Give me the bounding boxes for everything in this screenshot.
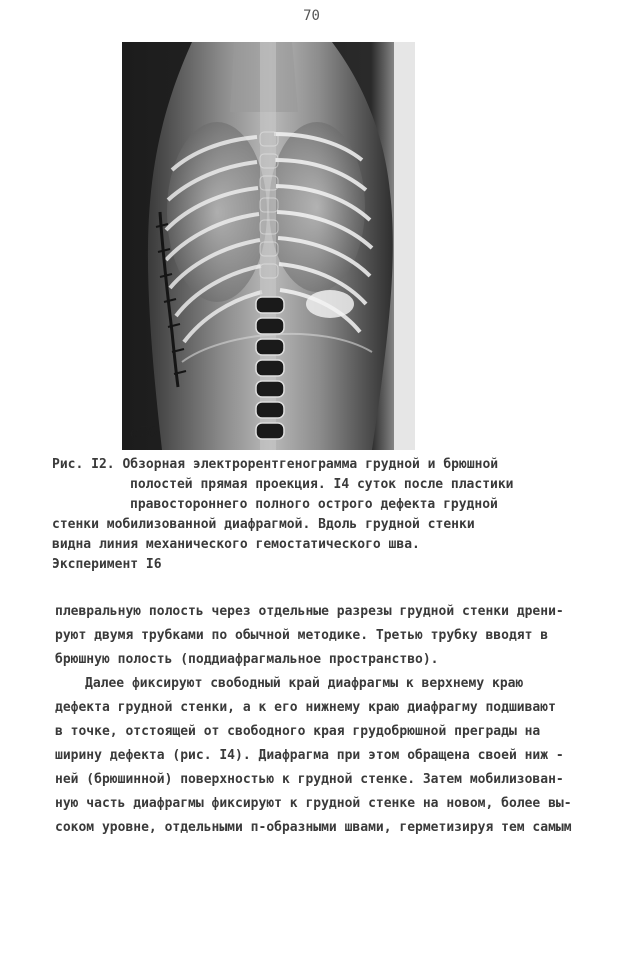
caption-line: правостороннего полного острого дефекта грудной: [130, 497, 498, 512]
text-line: руют двумя трубками по обычной методике. Третью трубку вводят в: [55, 628, 549, 643]
text-line: брюшную полость (поддиафрагмальное пространство).: [55, 652, 439, 667]
film-edge: [394, 42, 415, 450]
text-line: ную часть диафрагмы фиксируют к грудной стенке на новом, более вы-: [55, 796, 572, 811]
text-line: ней (брюшинной) поверхностью к грудной стенке. Затем мобилизован-: [55, 772, 564, 787]
page-number: 70: [303, 8, 320, 24]
body-text: [55, 600, 600, 840]
text-line: в точке, отстоящей от свободного края грудобрюшной преграды на: [55, 724, 541, 739]
caption-line: полостей прямая проекция. I4 суток после пластики: [130, 477, 514, 492]
text-line: ширину дефекта (рис. I4). Диафрагма при этом обращена своей ниж -: [55, 748, 564, 763]
xray-figure: [122, 42, 415, 450]
text-line: плевральную полость через отдельные разрезы грудной стенки дрени-: [55, 604, 564, 619]
figure-handwritten-note: с70: [130, 423, 158, 441]
caption-line: Эксперимент I6: [52, 557, 162, 572]
vertebrae: [256, 297, 284, 439]
figure-caption: [52, 455, 572, 575]
caption-line: стенки мобилизованной диафрагмой. Вдоль грудной стенки: [52, 517, 475, 532]
caption-line: видна линия механического гемостатического шва.: [52, 537, 420, 552]
text-line: соком уровне, отдельными п-образными швами, герметизируя тем самым: [55, 820, 572, 835]
opacity-spot: [306, 290, 354, 318]
xray-image: [122, 42, 415, 450]
text-line: дефекта грудной стенки, а к его нижнему краю диафрагму подшивают: [55, 700, 556, 715]
text-line: Далее фиксируют свободный край диафрагмы к верхнему краю: [85, 676, 524, 691]
caption-line: Рис. I2. Обзорная электрорентгенограмма грудной и брюшной: [52, 457, 499, 472]
